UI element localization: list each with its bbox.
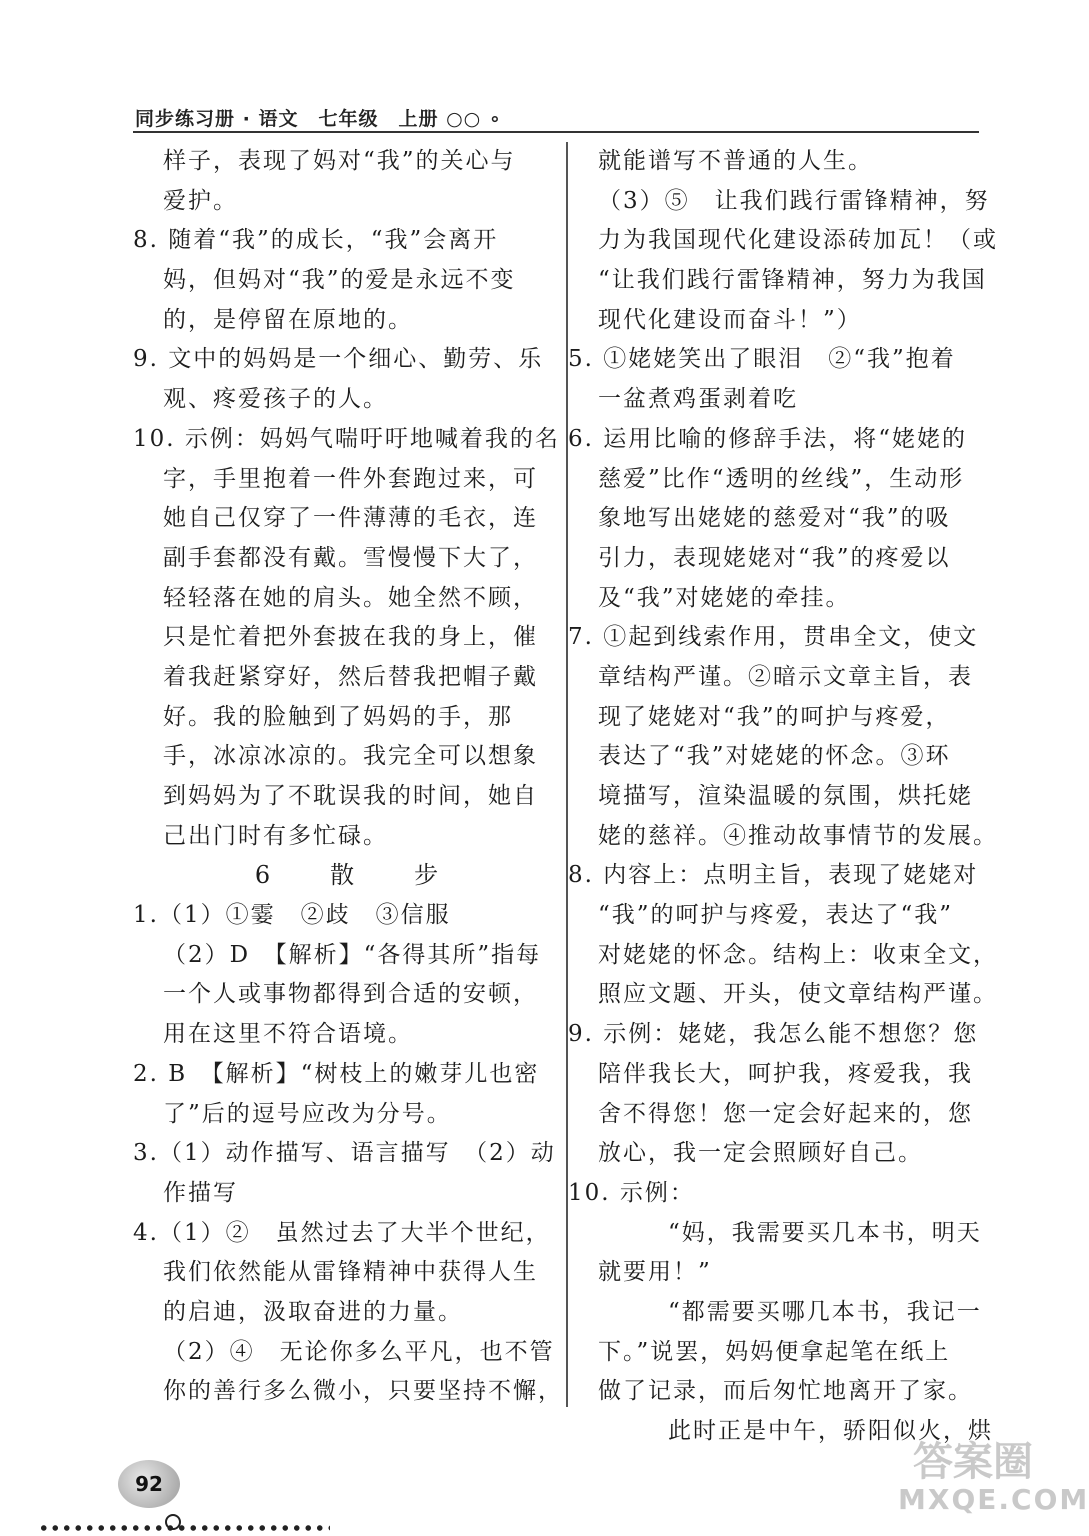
- text-line: 到妈妈为了不耽误我的时间，她自: [163, 783, 538, 809]
- text-line: 8. 内容上：点明主旨，表现了姥姥对: [568, 862, 979, 889]
- text-line: 观、疼爱孩子的人。: [163, 386, 388, 413]
- text-line: 引力，表现姥姥对“我”的疼爱以: [598, 544, 951, 571]
- text-line: 妈，但妈对“我”的爱是永远不变: [163, 267, 516, 294]
- text-line: 8. 随着“我”的成长，“我”会离开: [133, 227, 499, 254]
- text-line: （3）⑤ 让我们践行雷锋精神，努: [598, 187, 990, 214]
- text-line: 5. ①姥姥笑出了眼泪 ②“我”抱着: [568, 346, 956, 373]
- text-line: 的启迪，汲取奋进的力量。: [163, 1298, 463, 1325]
- text-line: 一个人或事物都得到合适的安顿，: [163, 981, 538, 1008]
- text-line: 及“我”对姥姥的牵挂。: [598, 584, 851, 611]
- text-line: 爱护。: [163, 187, 238, 214]
- watermark-logo-text: 答案圈: [913, 1439, 1033, 1485]
- text-line: 好。我的脸触到了妈妈的手，那: [163, 703, 513, 730]
- text-line: 副手套都没有戴。雪慢慢下大了，: [163, 544, 538, 571]
- text-line: 就能谱写不普通的人生。: [598, 148, 873, 174]
- text-line: “让我们践行雷锋精神，努力为我国: [598, 267, 987, 294]
- section-title: 6 散 步: [254, 861, 457, 890]
- text-line: 3.（1）动作描写、语言描写 （2）动: [133, 1140, 556, 1167]
- text-line: 你的善行多么微小，只要坚持不懈，: [163, 1378, 563, 1405]
- header-rule: [133, 131, 979, 133]
- right-answers: [568, 142, 998, 1452]
- text-line: 姥的慈祥。④推动故事情节的发展。: [598, 822, 998, 849]
- text-line: 只是忙着把外套披在我的身上，催: [163, 624, 538, 651]
- page-number-badge: [118, 1460, 198, 1520]
- text-line: 做了记录，而后匆忙地离开了家。: [598, 1378, 973, 1405]
- text-line: 她自己仅穿了一件薄薄的毛衣，连: [163, 505, 538, 532]
- text-line: 就要用！”: [598, 1259, 712, 1286]
- text-line: 慈爱”比作“透明的丝线”，生动形: [598, 465, 965, 492]
- text-line: 了”后的逗号应改为分号。: [163, 1100, 452, 1127]
- text-line: 境描写，渲染温暖的氛围，烘托姥: [598, 783, 973, 809]
- text-line: 己出门时有多忙碌。: [163, 822, 388, 849]
- text-line: 6. 运用比喻的修辞手法，将“姥姥的: [568, 425, 968, 452]
- text-line: 对姥姥的怀念。结构上：收束全文，: [598, 941, 998, 968]
- watermark: [898, 1439, 1089, 1530]
- right-column: [568, 142, 998, 1452]
- text-line: 2. B 【解析】“树枝上的嫩芽儿也密: [133, 1060, 540, 1087]
- text-line: （2）D 【解析】“各得其所”指每: [163, 941, 542, 968]
- text-line: 10. 示例：妈妈气喘吁吁地喊着我的名: [133, 425, 560, 452]
- text-line: 9. 示例：姥姥，我怎么能不想您？您: [568, 1021, 979, 1048]
- text-line: 放心，我一定会照顾好自己。: [598, 1140, 923, 1167]
- text-line: 章结构严谨。②暗示文章主旨，表: [598, 663, 973, 690]
- left-answers-bottom: [133, 896, 563, 1412]
- text-line: 力为我国现代化建设添砖加瓦！（或: [598, 227, 998, 254]
- dotted-line: [38, 1524, 330, 1532]
- text-line: 象地写出姥姥的慈爱对“我”的吸: [598, 505, 951, 532]
- text-line: 着我赶紧穿好，然后替我把帽子戴: [163, 663, 538, 690]
- text-line: 表达了“我”对姥姥的怀念。③环: [598, 743, 951, 770]
- text-line: （2）④ 无论你多么平凡，也不管: [163, 1338, 555, 1365]
- page-number: 92: [118, 1460, 180, 1508]
- text-line: 现代化建设而奋斗！”）: [598, 306, 862, 333]
- text-line: “都需要买哪几本书，我记一: [668, 1298, 982, 1325]
- left-column: [133, 142, 563, 1412]
- text-line: 10. 示例：: [568, 1179, 695, 1206]
- text-line: 7. ①起到线索作用，贯串全文，使文: [568, 624, 979, 651]
- left-answers-top: [133, 142, 558, 856]
- text-line: 样子，表现了妈对“我”的关心与: [163, 148, 516, 174]
- text-line: 下。”说罢，妈妈便拿起笔在纸上: [598, 1338, 951, 1365]
- text-line: 现了姥姥对“我”的呵护与疼爱，: [598, 703, 951, 730]
- text-line: “妈，我需要买几本书，明天: [668, 1219, 982, 1246]
- watermark-url: MXQE.COM: [898, 1483, 1089, 1516]
- text-line: 9. 文中的妈妈是一个细心、勤劳、乐: [133, 346, 544, 373]
- text-line: “我”的呵护与疼爱，表达了“我”: [598, 902, 954, 929]
- text-line: 字，手里抱着一件外套跑过来，可: [163, 465, 538, 492]
- text-line: 照应文题、开头，使文章结构严谨。: [598, 981, 998, 1008]
- text-line: 1.（1）①霎 ②歧 ③信服: [133, 902, 451, 929]
- text-line: 舍不得您！您一定会好起来的，您: [598, 1100, 973, 1127]
- text-line: 作描写: [163, 1179, 238, 1206]
- text-line: 轻轻落在她的肩头。她全然不顾，: [163, 584, 538, 611]
- text-line: 手，冰凉冰凉的。我完全可以想象: [163, 743, 538, 770]
- running-header: 同步练习册 · 语文 七年级 上册 ○○ ∘: [135, 108, 502, 130]
- text-line: 的，是停留在原地的。: [163, 306, 413, 333]
- text-line: 此时正是中午，骄阳似火，烘: [668, 1418, 993, 1444]
- text-line: 陪伴我长大，呵护我，疼爱我，我: [598, 1060, 973, 1087]
- text-line: 4.（1）② 虽然过去了大半个世纪，: [133, 1219, 551, 1246]
- text-line: 一盆煮鸡蛋剥着吃: [598, 386, 798, 413]
- text-line: 用在这里不符合语境。: [163, 1021, 413, 1048]
- text-line: 我们依然能从雷锋精神中获得人生: [163, 1259, 538, 1286]
